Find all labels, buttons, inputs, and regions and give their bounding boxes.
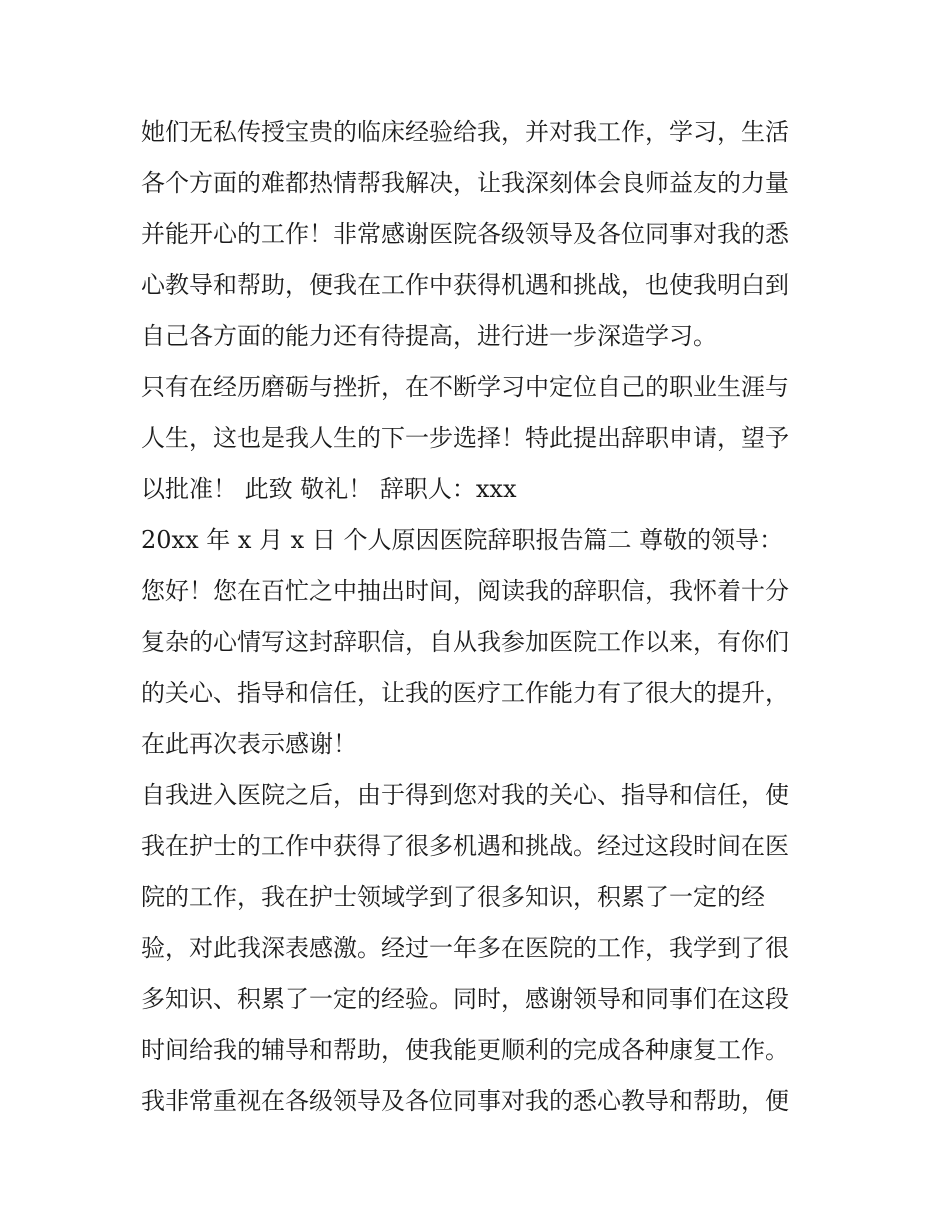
text-line-8: 以批准！ 此致 敬礼！ 辞职人：xxx — [141, 475, 517, 503]
text-line-13: 在此再次表示感谢！ — [141, 730, 357, 758]
text-line-12: 的关心、指导和信任，让我的医疗工作能力有了很大的提升， — [141, 679, 789, 707]
text-line-17: 验，对此我深表感激。经过一年多在医院的工作，我学到了很 — [141, 934, 789, 962]
text-line-9: 20xx 年 x 月 x 日 个人原因医院辞职报告篇二 尊敬的领导： — [141, 526, 784, 554]
text-line-6: 只有在经历磨砺与挫折，在不断学习中定位自己的职业生涯与 — [141, 373, 789, 401]
text-line-5: 自己各方面的能力还有待提高，进行进一步深造学习。 — [141, 322, 717, 350]
text-line-1: 她们无私传授宝贵的临床经验给我，并对我工作，学习，生活 — [141, 118, 789, 146]
text-line-11: 复杂的心情写这封辞职信，自从我参加医院工作以来，有你们 — [141, 628, 789, 656]
text-line-18: 多知识、积累了一定的经验。同时，感谢领导和同事们在这段 — [141, 985, 789, 1013]
text-line-14: 自我进入医院之后，由于得到您对我的关心、指导和信任，使 — [141, 781, 789, 809]
text-line-19: 时间给我的辅导和帮助，使我能更顺利的完成各种康复工作。 — [141, 1036, 789, 1064]
text-line-4: 心教导和帮助，便我在工作中获得机遇和挑战，也使我明白到 — [141, 271, 789, 299]
text-line-3: 并能开心的工作！非常感谢医院各级领导及各位同事对我的悉 — [141, 220, 789, 248]
text-line-15: 我在护士的工作中获得了很多机遇和挑战。经过这段时间在医 — [141, 832, 789, 860]
text-line-10: 您好！您在百忙之中抽出时间，阅读我的辞职信，我怀着十分 — [141, 577, 789, 605]
letter-body — [141, 107, 821, 1127]
text-line-7: 人生，这也是我人生的下一步选择！特此提出辞职申请，望予 — [141, 424, 789, 452]
text-line-20: 我非常重视在各级领导及各位同事对我的悉心教导和帮助，便 — [141, 1087, 789, 1115]
text-line-2: 各个方面的难都热情帮我解决，让我深刻体会良师益友的力量 — [141, 169, 789, 197]
text-line-16: 院的工作，我在护士领域学到了很多知识，积累了一定的经 — [141, 883, 765, 911]
